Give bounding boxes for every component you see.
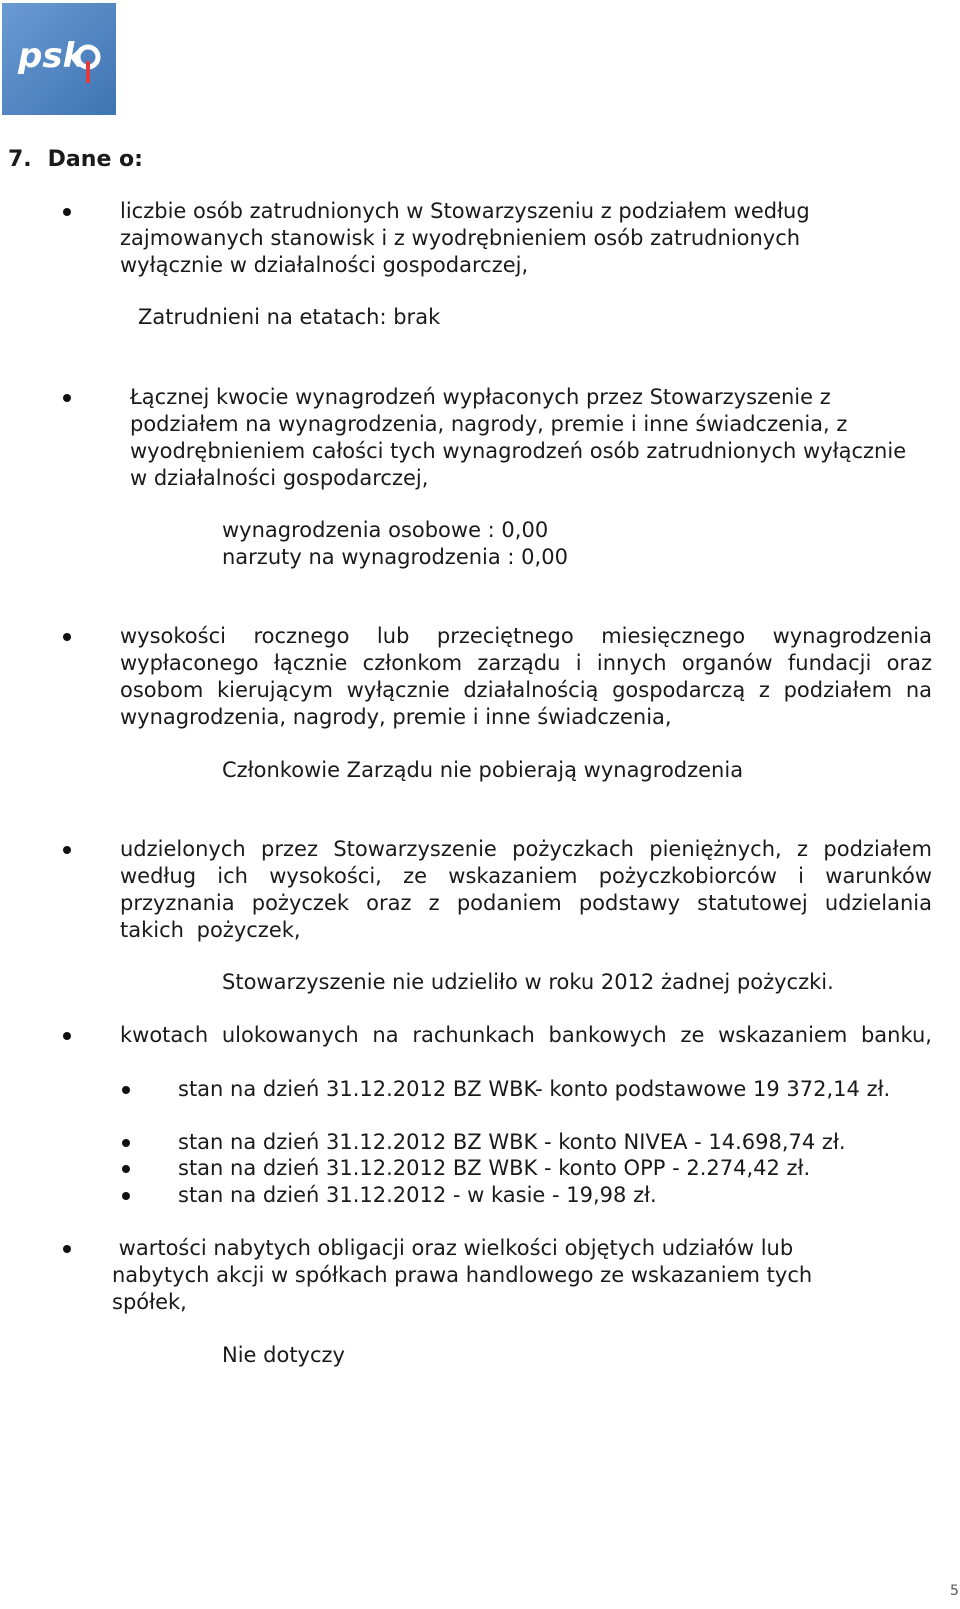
salaries-answer-surcharges: narzuty na wynagrodzenia : 0,00 — [222, 545, 568, 569]
employees-answer: Zatrudnieni na etatach: brak — [138, 305, 441, 329]
svg-text:psk: psk — [18, 36, 86, 76]
bank-item: stan na dzień 31.12.2012 BZ WBK - konto NIVEA - 14.698,74 zł. — [178, 1130, 846, 1154]
psk-logo-graphic — [2, 3, 116, 115]
bonds-answer: Nie dotyczy — [222, 1343, 345, 1367]
bank-description: kwotach ulokowanych na rachunkach bankowych ze wskazaniem banku, — [120, 1023, 932, 1047]
bullet-icon — [121, 1076, 133, 1103]
bullet-icon — [62, 623, 74, 650]
bullet-icon — [62, 198, 74, 225]
salaries-description: Łącznej kwocie wynagrodzeń wypłaconych przez Stowarzyszenie z podziałem na wynagrodzenia, nagrody, premie i inne świadczenia, z wyodrębnieniem całości tych wynagrodzeń osób zatrudnionych wyłącznie w działalności gospodarczej, — [130, 385, 907, 490]
bonds-description-line: spółek, — [112, 1290, 187, 1314]
psk-logo — [2, 3, 116, 115]
bank-item: stan na dzień 31.12.2012 BZ WBK - konto OPP - 2.274,42 zł. — [178, 1156, 811, 1180]
section-number: 7. — [8, 147, 32, 172]
bullet-icon — [121, 1129, 133, 1156]
board-answer: Członkowie Zarządu nie pobierają wynagrodzenia — [222, 758, 744, 782]
section-title: Dane o: — [47, 147, 143, 172]
loans-answer: Stowarzyszenie nie udzieliło w roku 2012 żadnej pożyczki. — [222, 970, 834, 994]
section-heading — [8, 146, 143, 173]
bank-item: stan na dzień 31.12.2012 BZ WBK- konto podstawowe 19 372,14 zł. — [178, 1077, 891, 1101]
salaries-answer-personal: wynagrodzenia osobowe : 0,00 — [222, 518, 549, 542]
bullet-icon — [62, 836, 74, 863]
bullet-icon — [121, 1182, 133, 1209]
employees-description: liczbie osób zatrudnionych w Stowarzyszeniu z podziałem według zajmowanych stanowisk i z wyodrębnieniem osób zatrudnionych wyłącznie w działalności gospodarczej, — [120, 199, 810, 277]
bonds-description-line: wartości nabytych obligacji oraz wielkości objętych udziałów lub — [112, 1236, 794, 1260]
bonds-description-line: nabytych akcji w spółkach prawa handlowego ze wskazaniem tych — [112, 1263, 813, 1287]
bank-item: stan na dzień 31.12.2012 - w kasie - 19,98 zł. — [178, 1183, 657, 1207]
bullet-icon — [62, 1022, 74, 1049]
page-number: 5 — [950, 1583, 959, 1599]
bullet-icon — [62, 384, 74, 411]
board-description: wysokości rocznego lub przeciętnego miesięcznego wynagrodzenia wypłaconego łącznie członkom zarządu i innych organów fundacji oraz osobom kierującym wyłącznie działalnością gospodarczą z podziałem na wynagrodzenia, nagrody, premie i inne świadczenia, — [120, 624, 932, 729]
loans-description: udzielonych przez Stowarzyszenie pożyczkach pieniężnych, z podziałem według ich wysokości, ze wskazaniem pożyczkobiorców i warunków przyznania pożyczek oraz z podaniem podstawy statutowej udzielania takich pożyczek, — [120, 837, 932, 942]
bullet-icon — [121, 1155, 133, 1182]
bullet-icon — [62, 1235, 74, 1262]
